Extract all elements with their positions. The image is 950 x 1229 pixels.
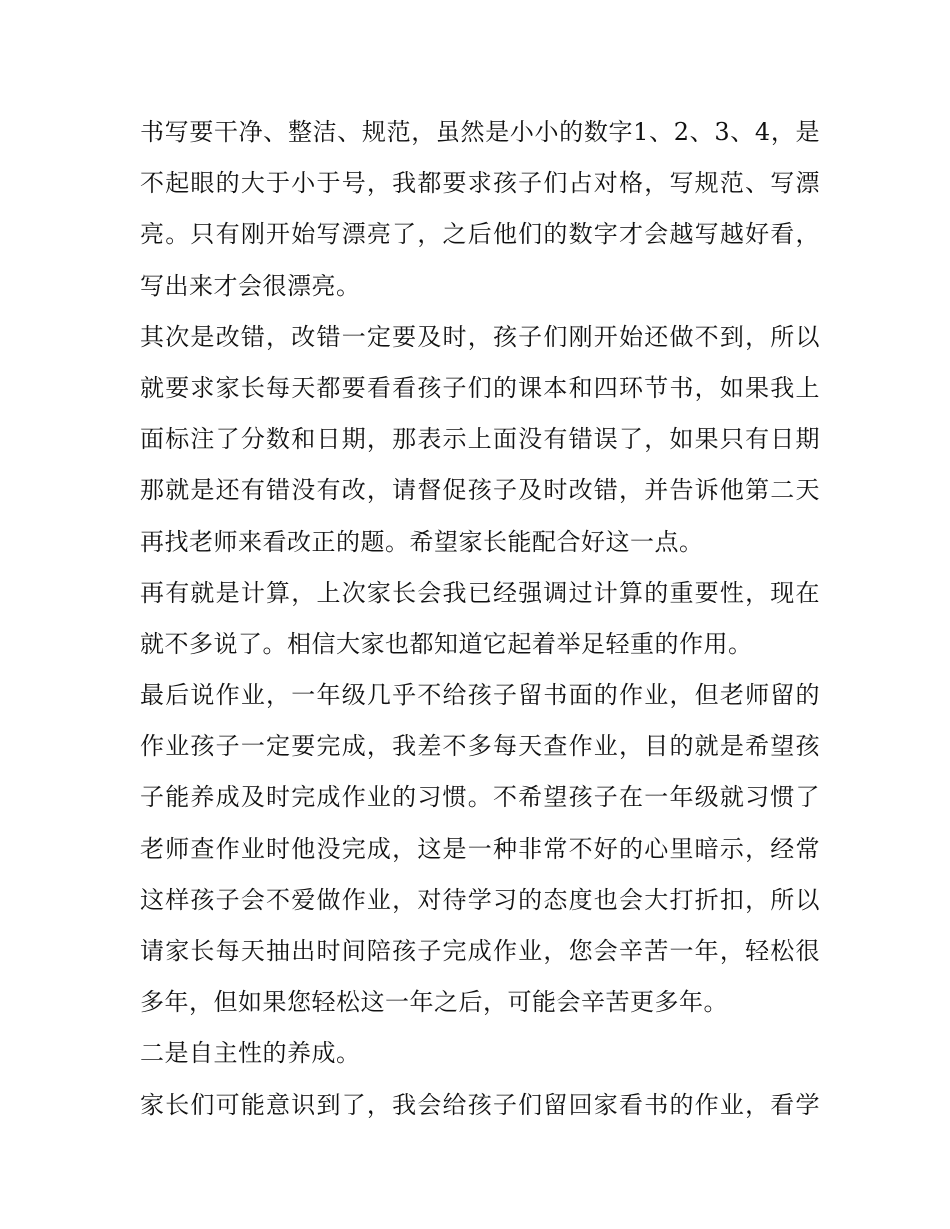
text-line: 其次是改错，改错一定要及时，孩子们刚开始还做不到，所以 [140,322,820,351]
text-line: 这样孩子会不爱做作业，对待学习的态度也会大打折扣，所以 [140,885,820,914]
text-line: 那就是还有错没有改，请督促孩子及时改错，并告诉他第二天 [140,476,820,505]
text-line: 子能养成及时完成作业的习惯。不希望孩子在一年级就习惯了 [140,783,820,812]
text-line: 家长们可能意识到了，我会给孩子们留回家看书的作业，看学 [140,1090,820,1119]
text-line: 二是自主性的养成。 [140,1039,361,1068]
body-text [140,107,820,1131]
text-line: 不起眼的大于小于号，我都要求孩子们占对格，写规范、写漂 [140,169,820,198]
text-line: 请家长每天抽出时间陪孩子完成作业，您会辛苦一年，轻松很 [140,937,820,965]
text-line: 再找老师来看改正的题。希望家长能配合好这一点。 [140,527,704,556]
text-line: 写出来才会很漂亮。 [140,271,361,300]
text-line: 最后说作业，一年级几乎不给孩子留书面的作业，但老师留的 [140,681,820,710]
text-line: 老师查作业时他没完成，这是一种非常不好的心里暗示，经常 [140,834,820,863]
text-line: 就不多说了。相信大家也都知道它起着举足轻重的作用。 [140,629,753,658]
text-line: 亮。只有刚开始写漂亮了，之后他们的数字才会越写越好看， [140,220,820,249]
text-line: 就要求家长每天都要看看孩子们的课本和四环节书，如果我上 [140,373,820,402]
text-line: 多年，但如果您轻松这一年之后，可能会辛苦更多年。 [140,988,728,1017]
text-line: 再有就是计算，上次家长会我已经强调过计算的重要性，现在 [140,578,820,607]
text-line: 作业孩子一定要完成，我差不多每天查作业，目的就是希望孩 [140,732,820,761]
text-line: 书写要干净、整洁、规范，虽然是小小的数字1、2、3、4，是 [140,118,820,146]
text-line: 面标注了分数和日期，那表示上面没有错误了，如果只有日期 [140,425,820,454]
